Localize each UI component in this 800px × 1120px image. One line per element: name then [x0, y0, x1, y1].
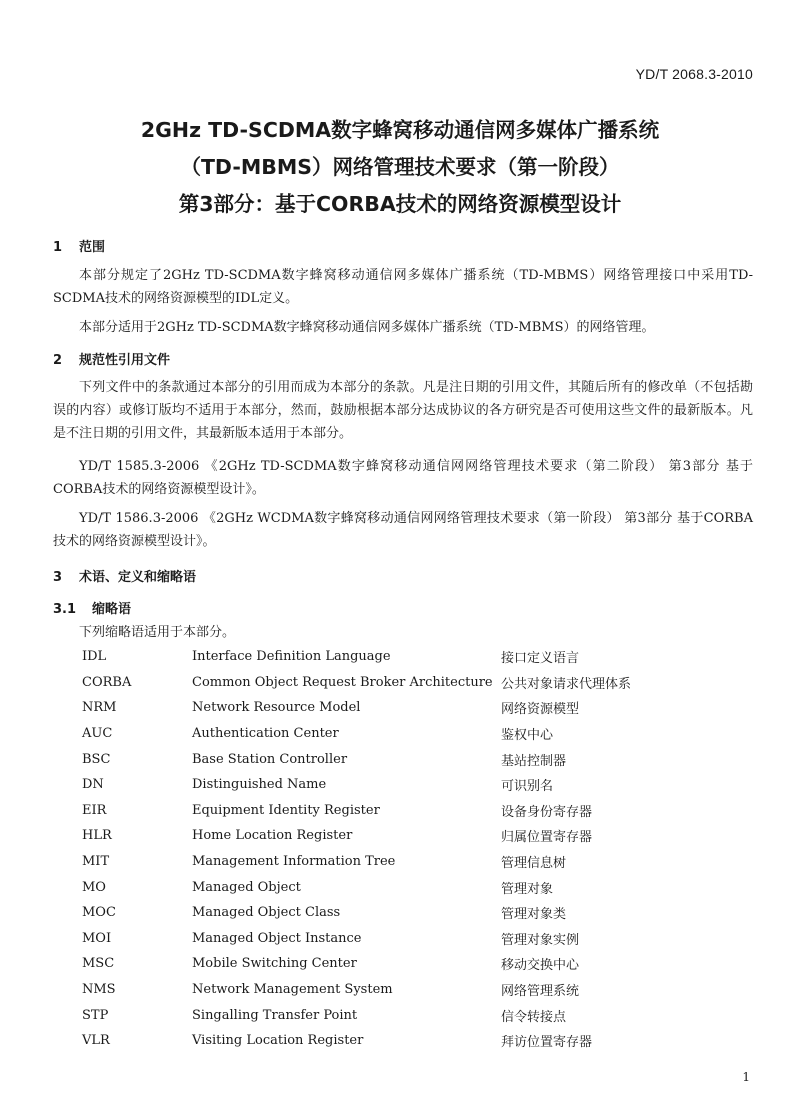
abbreviation-chinese: 管理对象类	[501, 907, 567, 923]
abbreviation-term: VLR	[82, 1033, 110, 1049]
abbreviation-row	[82, 695, 631, 721]
abbreviation-chinese: 网络管理系统	[501, 984, 580, 1000]
abbreviation-row	[82, 977, 631, 1003]
abbreviation-chinese: 管理信息树	[501, 856, 567, 872]
abbreviation-chinese: 设备身份寄存器	[501, 804, 593, 820]
abbreviation-chinese: 接口定义语言	[501, 651, 580, 667]
abbreviation-term: MO	[82, 879, 106, 895]
abbreviation-chinese: 拜访位置寄存器	[501, 1035, 593, 1051]
abbreviation-english: Mobile Switching Center	[192, 956, 357, 972]
section-3-1-number: 3.1	[53, 602, 77, 617]
abbreviation-row	[82, 721, 631, 747]
abbreviation-term: STP	[82, 1007, 109, 1023]
abbreviation-chinese: 网络资源模型	[501, 702, 580, 718]
abbreviation-row	[82, 951, 631, 977]
abbreviation-english: Distinguished Name	[192, 777, 327, 793]
section-2-heading	[53, 349, 170, 368]
abbreviation-term: NRM	[82, 700, 117, 716]
normative-reference-1: YD/T 1585.3-2006 《2GHz TD-SCDMA数字蜂窝移动通信网网络管理技术要求（第二阶段） 第3部分 基于CORBA技术的网络资源模型设计》。	[53, 459, 753, 497]
section-3-title: 术语、定义和缩略语	[79, 570, 197, 585]
abbreviation-row	[82, 900, 631, 926]
section-1-heading	[53, 236, 105, 255]
abbreviation-term: MOC	[82, 905, 116, 921]
abbreviation-english: Singalling Transfer Point	[192, 1007, 358, 1023]
abbreviation-row	[82, 874, 631, 900]
abbreviation-chinese: 管理对象	[501, 881, 554, 897]
abbreviation-english: Managed Object	[192, 879, 301, 895]
abbreviation-row	[82, 772, 631, 798]
abbreviation-term: IDL	[82, 649, 107, 665]
abbreviation-chinese: 移动交换中心	[501, 958, 580, 974]
abbreviation-term: AUC	[82, 726, 113, 742]
abbreviation-row	[82, 670, 631, 696]
abbreviation-chinese: 归属位置寄存器	[501, 830, 593, 846]
abbreviation-english: Managed Object Class	[192, 905, 341, 921]
section-3-1-heading	[53, 598, 131, 617]
abbreviation-row	[82, 798, 631, 824]
normative-reference-2: YD/T 1586.3-2006 《2GHz WCDMA数字蜂窝移动通信网网络管理技术要求（第一阶段） 第3部分 基于CORBA技术的网络资源模型设计》。	[53, 511, 753, 549]
standard-number: YD/T 2068.3-2010	[635, 66, 753, 82]
title-line-3: 第3部分：基于CORBA技术的网络资源模型设计	[178, 192, 622, 216]
abbreviation-row	[82, 926, 631, 952]
abbreviation-english: Network Management System	[192, 982, 393, 998]
abbreviation-term: BSC	[82, 751, 111, 767]
section-2-number: 2	[53, 353, 63, 368]
title-line-1: 2GHz TD-SCDMA数字蜂窝移动通信网多媒体广播系统	[140, 118, 660, 142]
abbreviation-term: DN	[82, 777, 104, 793]
abbreviation-english: Base Station Controller	[192, 751, 348, 767]
section-1-paragraph-1: 本部分规定了2GHz TD-SCDMA数字蜂窝移动通信网多媒体广播系统（TD-MBMS）网络管理接口中采用TD-SCDMA技术的网络资源模型的IDL定义。	[53, 268, 753, 306]
section-1-title: 范围	[79, 240, 106, 255]
abbreviation-term: CORBA	[82, 674, 132, 690]
abbreviation-english: Network Resource Model	[192, 700, 361, 716]
abbreviations-intro: 下列缩略语适用于本部分。	[79, 625, 236, 640]
section-3-1-title: 缩略语	[92, 602, 132, 617]
page-number: 1	[742, 1070, 750, 1084]
abbreviation-term: MSC	[82, 956, 115, 972]
abbreviation-english: Visiting Location Register	[192, 1033, 364, 1049]
abbreviation-english: Authentication Center	[192, 726, 339, 742]
section-3-number: 3	[53, 570, 63, 585]
abbreviation-chinese: 基站控制器	[501, 753, 567, 769]
abbreviation-chinese: 可识别名	[501, 779, 554, 795]
abbreviation-english: Home Location Register	[192, 828, 353, 844]
abbreviation-term: MOI	[82, 930, 112, 946]
abbreviation-chinese: 管理对象实例	[501, 932, 580, 948]
abbreviation-english: Management Information Tree	[192, 854, 396, 870]
abbreviation-row	[82, 823, 631, 849]
abbreviation-row	[82, 1002, 631, 1028]
abbreviation-term: MIT	[82, 854, 110, 870]
abbreviation-english: Common Object Request Broker Architecture	[192, 674, 493, 690]
document-title	[0, 112, 800, 223]
section-1-paragraph-2: 本部分适用于2GHz TD-SCDMA数字蜂窝移动通信网多媒体广播系统（TD-MBMS）的网络管理。	[79, 320, 655, 335]
abbreviation-row	[82, 644, 631, 670]
section-1-number: 1	[53, 240, 63, 255]
abbreviations-table	[82, 644, 631, 1054]
abbreviation-chinese: 信令转接点	[501, 1009, 567, 1025]
abbreviation-term: EIR	[82, 802, 107, 818]
section-2-paragraph-1: 下列文件中的条款通过本部分的引用而成为本部分的条款。凡是注日期的引用文件，其随后所有的修改单（不包括勘误的内容）或修订版均不适用于本部分，然而，鼓励根据本部分达成协议的各方研究是否可使用这些文件的最新版本。凡是不注日期的引用文件，其最新版本适用于本部分。	[53, 380, 753, 441]
section-2-title: 规范性引用文件	[79, 353, 171, 368]
title-line-2: （TD-MBMS）网络管理技术要求（第一阶段）	[180, 155, 620, 179]
abbreviation-english: Managed Object Instance	[192, 930, 362, 946]
abbreviation-chinese: 鉴权中心	[501, 728, 554, 744]
abbreviation-term: HLR	[82, 828, 112, 844]
section-3-heading	[53, 566, 196, 585]
abbreviation-row	[82, 1028, 631, 1054]
abbreviations-table-body	[82, 644, 631, 1054]
abbreviation-chinese: 公共对象请求代理体系	[501, 676, 632, 692]
abbreviation-english: Equipment Identity Register	[192, 802, 380, 818]
abbreviation-english: Interface Definition Language	[192, 649, 391, 665]
abbreviation-row	[82, 746, 631, 772]
abbreviation-row	[82, 849, 631, 875]
abbreviation-term: NMS	[82, 982, 116, 998]
